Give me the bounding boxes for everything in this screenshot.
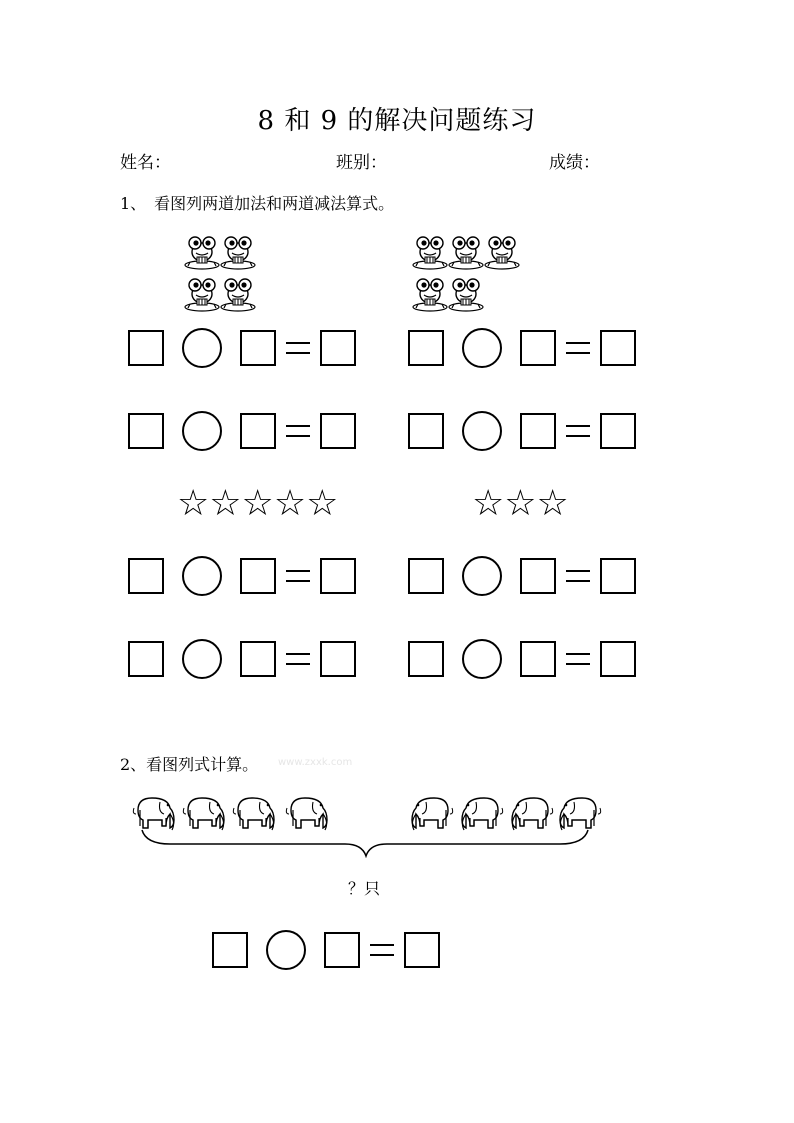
class-field-label: 班别： xyxy=(336,153,387,173)
stars-left: ☆☆☆☆☆ xyxy=(177,483,339,524)
frog-icon xyxy=(484,234,520,274)
operator-circle[interactable] xyxy=(462,556,502,596)
equals-sign xyxy=(286,569,310,583)
answer-box[interactable] xyxy=(320,413,356,449)
equation-row xyxy=(128,328,356,368)
answer-box[interactable] xyxy=(240,558,276,594)
equals-sign xyxy=(566,652,590,666)
watermark: www.zxxk.com xyxy=(278,757,353,768)
answer-box[interactable] xyxy=(600,641,636,677)
frog-icon xyxy=(412,276,448,316)
question-1-label: 1、 看图列两道加法和两道减法算式。 xyxy=(120,194,395,213)
answer-box[interactable] xyxy=(408,558,444,594)
brace xyxy=(140,828,590,858)
frog-icon xyxy=(220,234,256,274)
answer-box[interactable] xyxy=(320,330,356,366)
equals-sign xyxy=(566,341,590,355)
operator-circle[interactable] xyxy=(266,930,306,970)
equals-sign xyxy=(566,424,590,438)
equation-row xyxy=(128,556,356,596)
answer-box[interactable] xyxy=(240,641,276,677)
name-field-label: 姓名： xyxy=(120,153,171,173)
equation-row xyxy=(408,556,636,596)
answer-box[interactable] xyxy=(408,641,444,677)
answer-box[interactable] xyxy=(520,413,556,449)
answer-box[interactable] xyxy=(600,413,636,449)
answer-box[interactable] xyxy=(128,413,164,449)
equals-sign xyxy=(566,569,590,583)
equals-sign xyxy=(286,652,310,666)
equals-sign xyxy=(370,943,394,957)
operator-circle[interactable] xyxy=(182,328,222,368)
answer-box[interactable] xyxy=(212,932,248,968)
equation-row xyxy=(408,639,636,679)
stars-right: ☆☆☆ xyxy=(472,483,569,524)
answer-box[interactable] xyxy=(240,413,276,449)
operator-circle[interactable] xyxy=(462,411,502,451)
answer-box[interactable] xyxy=(320,558,356,594)
equation-row xyxy=(128,639,356,679)
frog-icon xyxy=(448,276,484,316)
frog-icon xyxy=(448,234,484,274)
operator-circle[interactable] xyxy=(462,328,502,368)
answer-box[interactable] xyxy=(320,641,356,677)
answer-box[interactable] xyxy=(128,641,164,677)
answer-box[interactable] xyxy=(600,558,636,594)
equation-row xyxy=(408,328,636,368)
answer-box[interactable] xyxy=(408,330,444,366)
page-title: 8 和 9 的解决问题练习 xyxy=(257,106,537,136)
frog-icon xyxy=(412,234,448,274)
operator-circle[interactable] xyxy=(462,639,502,679)
operator-circle[interactable] xyxy=(182,411,222,451)
answer-box[interactable] xyxy=(128,330,164,366)
answer-box[interactable] xyxy=(240,330,276,366)
operator-circle[interactable] xyxy=(182,556,222,596)
answer-box[interactable] xyxy=(520,641,556,677)
answer-box[interactable] xyxy=(520,558,556,594)
operator-circle[interactable] xyxy=(182,639,222,679)
equation-row xyxy=(128,411,356,451)
frog-icon xyxy=(184,234,220,274)
answer-box[interactable] xyxy=(324,932,360,968)
answer-box[interactable] xyxy=(404,932,440,968)
answer-box[interactable] xyxy=(128,558,164,594)
answer-box[interactable] xyxy=(520,330,556,366)
question-mark-label: ？只 xyxy=(348,879,381,898)
equals-sign xyxy=(286,424,310,438)
equation-row xyxy=(408,411,636,451)
answer-box[interactable] xyxy=(600,330,636,366)
score-field-label: 成绩： xyxy=(549,153,600,173)
equals-sign xyxy=(286,341,310,355)
equation-row xyxy=(212,930,440,970)
frog-icon xyxy=(184,276,220,316)
frog-icon xyxy=(220,276,256,316)
question-2-label: 2、看图列式计算。 xyxy=(120,755,259,774)
answer-box[interactable] xyxy=(408,413,444,449)
